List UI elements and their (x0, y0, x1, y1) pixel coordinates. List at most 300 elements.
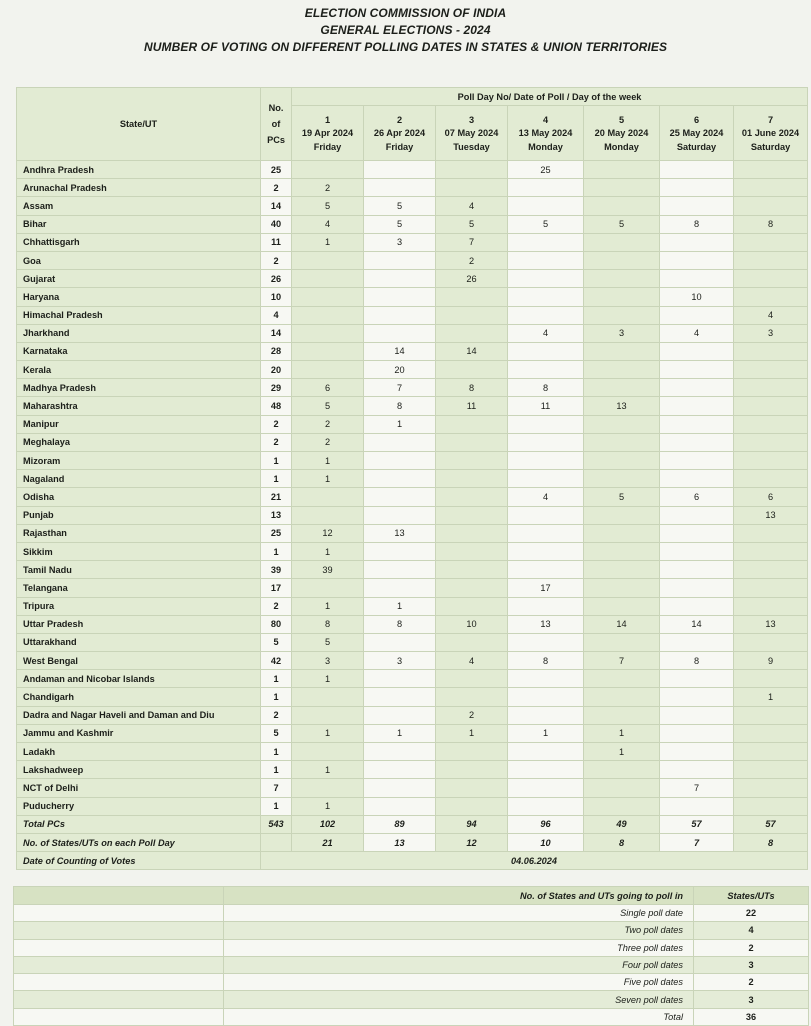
phase-7-seats (734, 561, 808, 579)
summary-row (14, 1008, 809, 1025)
pc-count: 21 (261, 488, 292, 506)
state-rows (17, 161, 808, 816)
pc-count: 17 (261, 579, 292, 597)
phase-7-seats: 13 (734, 506, 808, 524)
poll-day-header: Poll Day No/ Date of Poll / Day of the week (292, 88, 808, 106)
table-row (17, 215, 808, 233)
pc-count: 42 (261, 652, 292, 670)
table-row (17, 397, 808, 415)
phase-4-seats (508, 524, 584, 542)
phase-7-seats (734, 379, 808, 397)
pc-count: 1 (261, 761, 292, 779)
phase-7-seats (734, 452, 808, 470)
states-on-phase-3: 12 (436, 833, 508, 851)
phase-6-seats (660, 561, 734, 579)
state-name: Goa (17, 251, 261, 269)
phase-2-seats: 8 (364, 397, 436, 415)
summary-row (14, 991, 809, 1008)
phase-number: 4 (542, 114, 549, 125)
phase-3-seats (436, 433, 508, 451)
phase-header-1 (292, 106, 364, 161)
pc-count: 11 (261, 233, 292, 251)
phase-5-seats (584, 415, 660, 433)
phase-7-seats (734, 470, 808, 488)
phase-2-seats (364, 761, 436, 779)
table-row (17, 615, 808, 633)
pc-count: 1 (261, 743, 292, 761)
state-name: West Bengal (17, 652, 261, 670)
phase-5-seats (584, 506, 660, 524)
phase-date: 07 May 2024 (444, 128, 499, 139)
phase-5-seats (584, 670, 660, 688)
state-name: Uttar Pradesh (17, 615, 261, 633)
state-name: Meghalaya (17, 433, 261, 451)
pc-count: 80 (261, 615, 292, 633)
summary-row (14, 956, 809, 973)
phase-4-seats (508, 706, 584, 724)
phase-5-seats (584, 579, 660, 597)
phase-6-seats (660, 688, 734, 706)
phase-3-seats (436, 488, 508, 506)
phase-day: Friday (313, 141, 342, 152)
phase-6-seats (660, 452, 734, 470)
state-name: Tamil Nadu (17, 561, 261, 579)
state-name: Maharashtra (17, 397, 261, 415)
phase-7-seats (734, 342, 808, 360)
phase-4-seats (508, 361, 584, 379)
pc-count: 5 (261, 633, 292, 651)
phase-5-seats: 3 (584, 324, 660, 342)
phase-7-seats (734, 670, 808, 688)
phase-header-2 (364, 106, 436, 161)
state-name: Manipur (17, 415, 261, 433)
phase-number: 7 (767, 114, 774, 125)
pc-count: 1 (261, 452, 292, 470)
phase-5-seats (584, 779, 660, 797)
phase-5-seats: 14 (584, 615, 660, 633)
phase-1-seats: 8 (292, 615, 364, 633)
phase-4-seats (508, 433, 584, 451)
table-row (17, 506, 808, 524)
phase-4-seats: 17 (508, 579, 584, 597)
phase-1-seats: 1 (292, 724, 364, 742)
phase-2-seats (364, 561, 436, 579)
phase-5-seats (584, 452, 660, 470)
phase-7-seats: 1 (734, 688, 808, 706)
phase-6-seats (660, 379, 734, 397)
phase-4-seats (508, 670, 584, 688)
phase-2-seats (364, 542, 436, 560)
phase-7-seats (734, 433, 808, 451)
phase-1-seats: 1 (292, 542, 364, 560)
table-row (17, 342, 808, 360)
phase-4-seats (508, 761, 584, 779)
total-pcs-row (17, 815, 808, 833)
state-name: Andhra Pradesh (17, 161, 261, 179)
phase-6-seats: 14 (660, 615, 734, 633)
state-name: Andaman and Nicobar Islands (17, 670, 261, 688)
phase-5-seats (584, 524, 660, 542)
state-name: Himachal Pradesh (17, 306, 261, 324)
table-row (17, 470, 808, 488)
pc-count: 1 (261, 797, 292, 815)
phase-5-seats (584, 761, 660, 779)
phase-5-seats (584, 361, 660, 379)
pc-count: 40 (261, 215, 292, 233)
phase-6-seats (660, 433, 734, 451)
phase-day: Monday (604, 141, 639, 152)
phase-3-seats: 2 (436, 706, 508, 724)
pc-count: 4 (261, 306, 292, 324)
phase-5-seats (584, 161, 660, 179)
states-per-day-row (17, 833, 808, 851)
pc-count: 2 (261, 433, 292, 451)
states-on-phase-5: 8 (584, 833, 660, 851)
table-row (17, 179, 808, 197)
phase-5-seats (584, 597, 660, 615)
phase-2-seats (364, 706, 436, 724)
summary-spacer (14, 922, 224, 939)
phase-5-seats (584, 197, 660, 215)
phase-7-seats (734, 779, 808, 797)
phase-1-seats (292, 579, 364, 597)
phase-4-seats (508, 797, 584, 815)
table-row (17, 379, 808, 397)
phase-date: 13 May 2024 (518, 128, 573, 139)
states-on-phase-4: 10 (508, 833, 584, 851)
phase-2-seats: 20 (364, 361, 436, 379)
phase-6-seats: 8 (660, 215, 734, 233)
phase-2-seats (364, 488, 436, 506)
phase-3-seats (436, 779, 508, 797)
summary-row (14, 939, 809, 956)
phase-2-seats (364, 506, 436, 524)
phase-3-seats: 11 (436, 397, 508, 415)
phase-5-seats: 1 (584, 743, 660, 761)
phase-7-seats (734, 397, 808, 415)
phase-1-seats (292, 288, 364, 306)
phase-1-seats (292, 306, 364, 324)
phase-1-seats: 2 (292, 433, 364, 451)
summary-value: 3 (694, 956, 809, 973)
phase-2-seats: 3 (364, 233, 436, 251)
phase-5-seats (584, 270, 660, 288)
phase-2-seats: 3 (364, 652, 436, 670)
phase-3-seats: 5 (436, 215, 508, 233)
phase-4-seats (508, 270, 584, 288)
phase-2-seats (364, 779, 436, 797)
summary-label: Two poll dates (224, 922, 694, 939)
table-row (17, 306, 808, 324)
phase-6-seats (660, 797, 734, 815)
state-name: Sikkim (17, 542, 261, 560)
phase-number: 2 (396, 114, 403, 125)
summary-spacer (14, 887, 224, 905)
phase-7-seats (734, 743, 808, 761)
phase-3-seats: 1 (436, 724, 508, 742)
polling-schedule-table (16, 87, 808, 870)
pc-count: 2 (261, 415, 292, 433)
summary-label: Single poll date (224, 905, 694, 922)
phase-5-seats (584, 342, 660, 360)
phase-5-seats (584, 706, 660, 724)
states-on-phase-2: 13 (364, 833, 436, 851)
phase-6-seats (660, 233, 734, 251)
phase-6-seats (660, 506, 734, 524)
phase-3-seats (436, 761, 508, 779)
pcs-header-line-3: PCs (267, 135, 285, 145)
state-name: Nagaland (17, 470, 261, 488)
phase-5-seats (584, 233, 660, 251)
phase-5-seats: 5 (584, 488, 660, 506)
summary-label: Five poll dates (224, 974, 694, 991)
summary-header-row (14, 887, 809, 905)
phase-3-seats: 8 (436, 379, 508, 397)
phase-6-seats (660, 251, 734, 269)
phase-6-seats: 7 (660, 779, 734, 797)
summary-spacer (14, 905, 224, 922)
table-row (17, 652, 808, 670)
phase-6-seats (660, 415, 734, 433)
states-on-phase-7: 8 (734, 833, 808, 851)
summary-label: Seven poll dates (224, 991, 694, 1008)
phase-7-seats (734, 633, 808, 651)
table-row (17, 688, 808, 706)
states-per-day-blank (261, 833, 292, 851)
phase-3-seats: 7 (436, 233, 508, 251)
phase-6-seats: 10 (660, 288, 734, 306)
phase-2-seats (364, 797, 436, 815)
phase-3-seats (436, 579, 508, 597)
pc-count: 5 (261, 724, 292, 742)
state-name: Madhya Pradesh (17, 379, 261, 397)
table-row (17, 743, 808, 761)
phase-4-seats (508, 233, 584, 251)
phase-6-seats: 6 (660, 488, 734, 506)
phase-day: Friday (385, 141, 414, 152)
phase-1-seats (292, 506, 364, 524)
phase-5-seats: 13 (584, 397, 660, 415)
phase-1-seats: 12 (292, 524, 364, 542)
states-per-day-label: No. of States/UTs on each Poll Day (17, 833, 261, 851)
phase-7-seats: 13 (734, 615, 808, 633)
document-titles (0, 0, 811, 56)
phase-4-seats (508, 197, 584, 215)
pc-count: 10 (261, 288, 292, 306)
phase-header-7 (734, 106, 808, 161)
phase-day: Tuesday (453, 141, 490, 152)
table-row (17, 797, 808, 815)
phase-6-seats (660, 761, 734, 779)
phase-5-seats (584, 470, 660, 488)
state-name: Rajasthan (17, 524, 261, 542)
phase-1-seats (292, 342, 364, 360)
phase-6-seats (660, 470, 734, 488)
phase-4-seats (508, 288, 584, 306)
phase-6-seats: 4 (660, 324, 734, 342)
phase-3-seats: 10 (436, 615, 508, 633)
phase-1-seats (292, 688, 364, 706)
phase-1-seats: 1 (292, 597, 364, 615)
phase-6-seats (660, 597, 734, 615)
state-name: Arunachal Pradesh (17, 179, 261, 197)
state-name: Odisha (17, 488, 261, 506)
table-row (17, 706, 808, 724)
phase-1-seats (292, 743, 364, 761)
phase-2-seats: 14 (364, 342, 436, 360)
summary-value: 2 (694, 974, 809, 991)
state-name: Telangana (17, 579, 261, 597)
phase-1-seats (292, 361, 364, 379)
phase-3-seats (436, 743, 508, 761)
summary-spacer (14, 939, 224, 956)
phase-4-seats (508, 561, 584, 579)
phase-4-seats (508, 688, 584, 706)
phase-header-3 (436, 106, 508, 161)
phase-1-seats: 1 (292, 797, 364, 815)
phase-3-seats (436, 324, 508, 342)
title-line-3: NUMBER OF VOTING ON DIFFERENT POLLING DATES IN STATES & UNION TERRITORIES (143, 40, 668, 54)
table-row (17, 761, 808, 779)
summary-value: 2 (694, 939, 809, 956)
phase-1-seats: 4 (292, 215, 364, 233)
phase-3-seats (436, 670, 508, 688)
phase-1-seats: 1 (292, 470, 364, 488)
phase-1-seats: 1 (292, 761, 364, 779)
phase-4-seats (508, 743, 584, 761)
phase-4-seats: 1 (508, 724, 584, 742)
state-name: Punjab (17, 506, 261, 524)
table-row (17, 270, 808, 288)
phase-2-seats (364, 251, 436, 269)
pc-count: 26 (261, 270, 292, 288)
state-name: Mizoram (17, 452, 261, 470)
table-row (17, 779, 808, 797)
table-row (17, 161, 808, 179)
phase-6-seats (660, 633, 734, 651)
phase-3-seats (436, 288, 508, 306)
total-phase-7: 57 (734, 815, 808, 833)
phase-5-seats (584, 688, 660, 706)
phase-1-seats (292, 251, 364, 269)
phase-7-seats (734, 251, 808, 269)
pc-count: 2 (261, 706, 292, 724)
phase-7-seats: 8 (734, 215, 808, 233)
phase-1-seats (292, 706, 364, 724)
state-name: Assam (17, 197, 261, 215)
summary-label: Total (224, 1008, 694, 1025)
pc-count: 1 (261, 542, 292, 560)
phase-4-seats: 4 (508, 324, 584, 342)
phase-2-seats: 7 (364, 379, 436, 397)
table-row (17, 233, 808, 251)
phase-5-seats (584, 379, 660, 397)
pc-count: 20 (261, 361, 292, 379)
phase-4-seats (508, 452, 584, 470)
table-row (17, 597, 808, 615)
phase-2-seats: 5 (364, 197, 436, 215)
pc-count: 2 (261, 597, 292, 615)
pc-count: 25 (261, 161, 292, 179)
summary-row (14, 974, 809, 991)
phase-day: Monday (528, 141, 563, 152)
phase-3-seats (436, 597, 508, 615)
phase-3-seats: 14 (436, 342, 508, 360)
phase-7-seats (734, 597, 808, 615)
phase-6-seats (660, 579, 734, 597)
phase-2-seats (364, 670, 436, 688)
state-name: Bihar (17, 215, 261, 233)
phase-1-seats (292, 488, 364, 506)
state-name: Chandigarh (17, 688, 261, 706)
table-row (17, 197, 808, 215)
pcs-column-header (261, 88, 292, 161)
phase-3-seats (436, 452, 508, 470)
phase-header-4 (508, 106, 584, 161)
pcs-header-line-2: of (271, 119, 281, 129)
phase-5-seats: 5 (584, 215, 660, 233)
phase-7-seats (734, 161, 808, 179)
phase-5-seats (584, 306, 660, 324)
phase-4-seats (508, 342, 584, 360)
pc-count: 39 (261, 561, 292, 579)
phase-3-seats (436, 633, 508, 651)
table-row (17, 579, 808, 597)
table-row (17, 433, 808, 451)
pc-count: 25 (261, 524, 292, 542)
phase-1-seats: 1 (292, 670, 364, 688)
pc-count: 1 (261, 688, 292, 706)
summary-label: Three poll dates (224, 939, 694, 956)
counting-date-label: Date of Counting of Votes (17, 852, 261, 870)
counting-date-row (17, 852, 808, 870)
phase-3-seats (436, 415, 508, 433)
phase-2-seats (364, 433, 436, 451)
phase-date: 26 Apr 2024 (373, 128, 426, 139)
pc-count: 13 (261, 506, 292, 524)
phase-date: 25 May 2024 (669, 128, 724, 139)
phase-6-seats (660, 524, 734, 542)
phase-6-seats (660, 342, 734, 360)
summary-spacer (14, 991, 224, 1008)
phase-4-seats: 4 (508, 488, 584, 506)
pc-count: 29 (261, 379, 292, 397)
table-row (17, 561, 808, 579)
phase-3-seats (436, 306, 508, 324)
total-phase-3: 94 (436, 815, 508, 833)
table-row (17, 670, 808, 688)
summary-rows (14, 887, 809, 1026)
phase-5-seats: 7 (584, 652, 660, 670)
phase-4-seats (508, 597, 584, 615)
phase-2-seats: 13 (364, 524, 436, 542)
phase-7-seats: 6 (734, 488, 808, 506)
phase-6-seats (660, 161, 734, 179)
state-name: Gujarat (17, 270, 261, 288)
state-name: NCT of Delhi (17, 779, 261, 797)
pc-count: 48 (261, 397, 292, 415)
state-name: Kerala (17, 361, 261, 379)
phase-number: 5 (618, 114, 625, 125)
table-row (17, 415, 808, 433)
state-name: Karnataka (17, 342, 261, 360)
state-name: Jammu and Kashmir (17, 724, 261, 742)
phase-5-seats (584, 179, 660, 197)
phase-6-seats (660, 397, 734, 415)
phase-2-seats (364, 270, 436, 288)
phase-2-seats: 1 (364, 724, 436, 742)
phase-6-seats: 8 (660, 652, 734, 670)
